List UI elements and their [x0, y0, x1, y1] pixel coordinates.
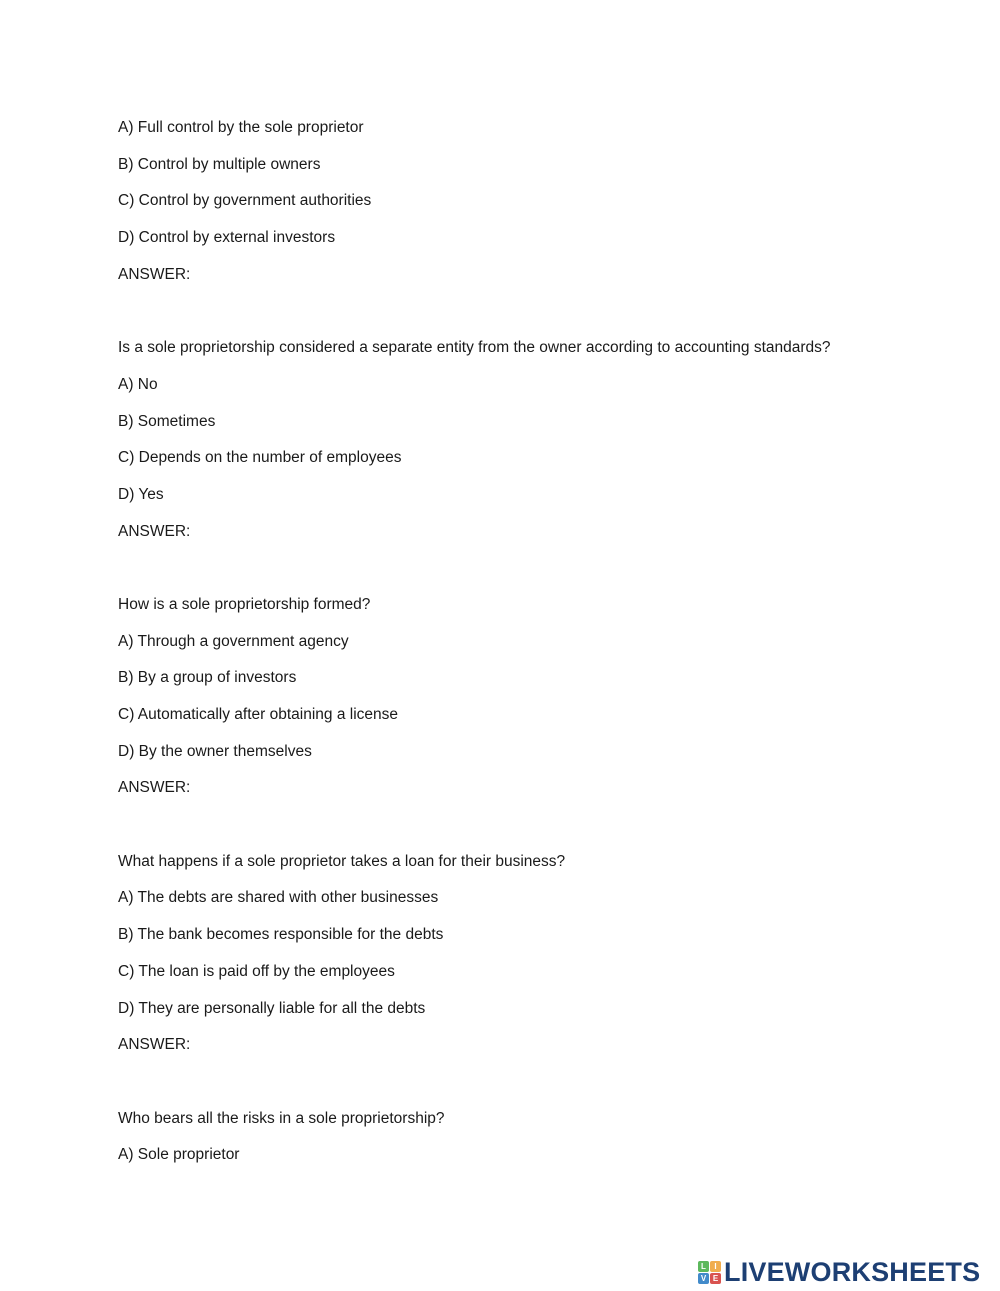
question-block	[118, 110, 938, 293]
spacer	[118, 293, 938, 330]
logo-tiles-icon	[698, 1261, 721, 1284]
answer-option: D) Control by external investors	[118, 229, 336, 247]
spacer	[118, 550, 938, 587]
spacer	[118, 1064, 938, 1101]
logo-tile: E	[710, 1273, 721, 1284]
liveworksheets-logo	[698, 1257, 980, 1288]
worksheet-document	[118, 110, 938, 1174]
question-block	[118, 844, 938, 1064]
question-text: Is a sole proprietorship considered a separate entity from the owner according to accounting standards?	[118, 339, 831, 357]
question-block	[118, 1101, 938, 1174]
answer-option: B) The bank becomes responsible for the debts	[118, 926, 444, 944]
logo-tile: L	[698, 1261, 709, 1272]
answer-option: C) The loan is paid off by the employees	[118, 962, 395, 980]
answer-label: ANSWER:	[118, 779, 191, 797]
answer-option: C) Automatically after obtaining a license	[118, 706, 399, 723]
answer-label: ANSWER:	[118, 1036, 191, 1054]
answer-option: A) Through a government agency	[118, 632, 349, 650]
question-block	[118, 587, 938, 807]
answer-option: C) Depends on the number of employees	[118, 449, 402, 467]
answer-option: C) Control by government authorities	[118, 192, 372, 210]
answer-option: A) No	[118, 375, 158, 393]
question-block	[118, 330, 938, 550]
spacer	[118, 807, 938, 844]
answer-option: B) By a group of investors	[118, 669, 297, 687]
logo-tile: I	[710, 1261, 721, 1272]
answer-option: B) Control by multiple owners	[118, 155, 321, 173]
answer-option: A) Full control by the sole proprietor	[118, 119, 364, 136]
question-text: Who bears all the risks in a sole proprietorship?	[118, 1109, 445, 1127]
logo-tile: V	[698, 1273, 709, 1284]
answer-label: ANSWER:	[118, 265, 191, 283]
answer-option: D) They are personally liable for all the debts	[118, 999, 426, 1017]
answer-label: ANSWER:	[118, 522, 191, 540]
logo-text: LIVEWORKSHEETS	[724, 1257, 981, 1287]
question-text: What happens if a sole proprietor takes a loan for their business?	[118, 852, 566, 870]
answer-option: A) Sole proprietor	[118, 1146, 240, 1164]
answer-option: A) The debts are shared with other businesses	[118, 889, 439, 907]
answer-option: D) By the owner themselves	[118, 742, 312, 760]
question-text: How is a sole proprietorship formed?	[118, 595, 371, 613]
answer-option: D) Yes	[118, 485, 164, 503]
answer-option: B) Sometimes	[118, 412, 216, 430]
